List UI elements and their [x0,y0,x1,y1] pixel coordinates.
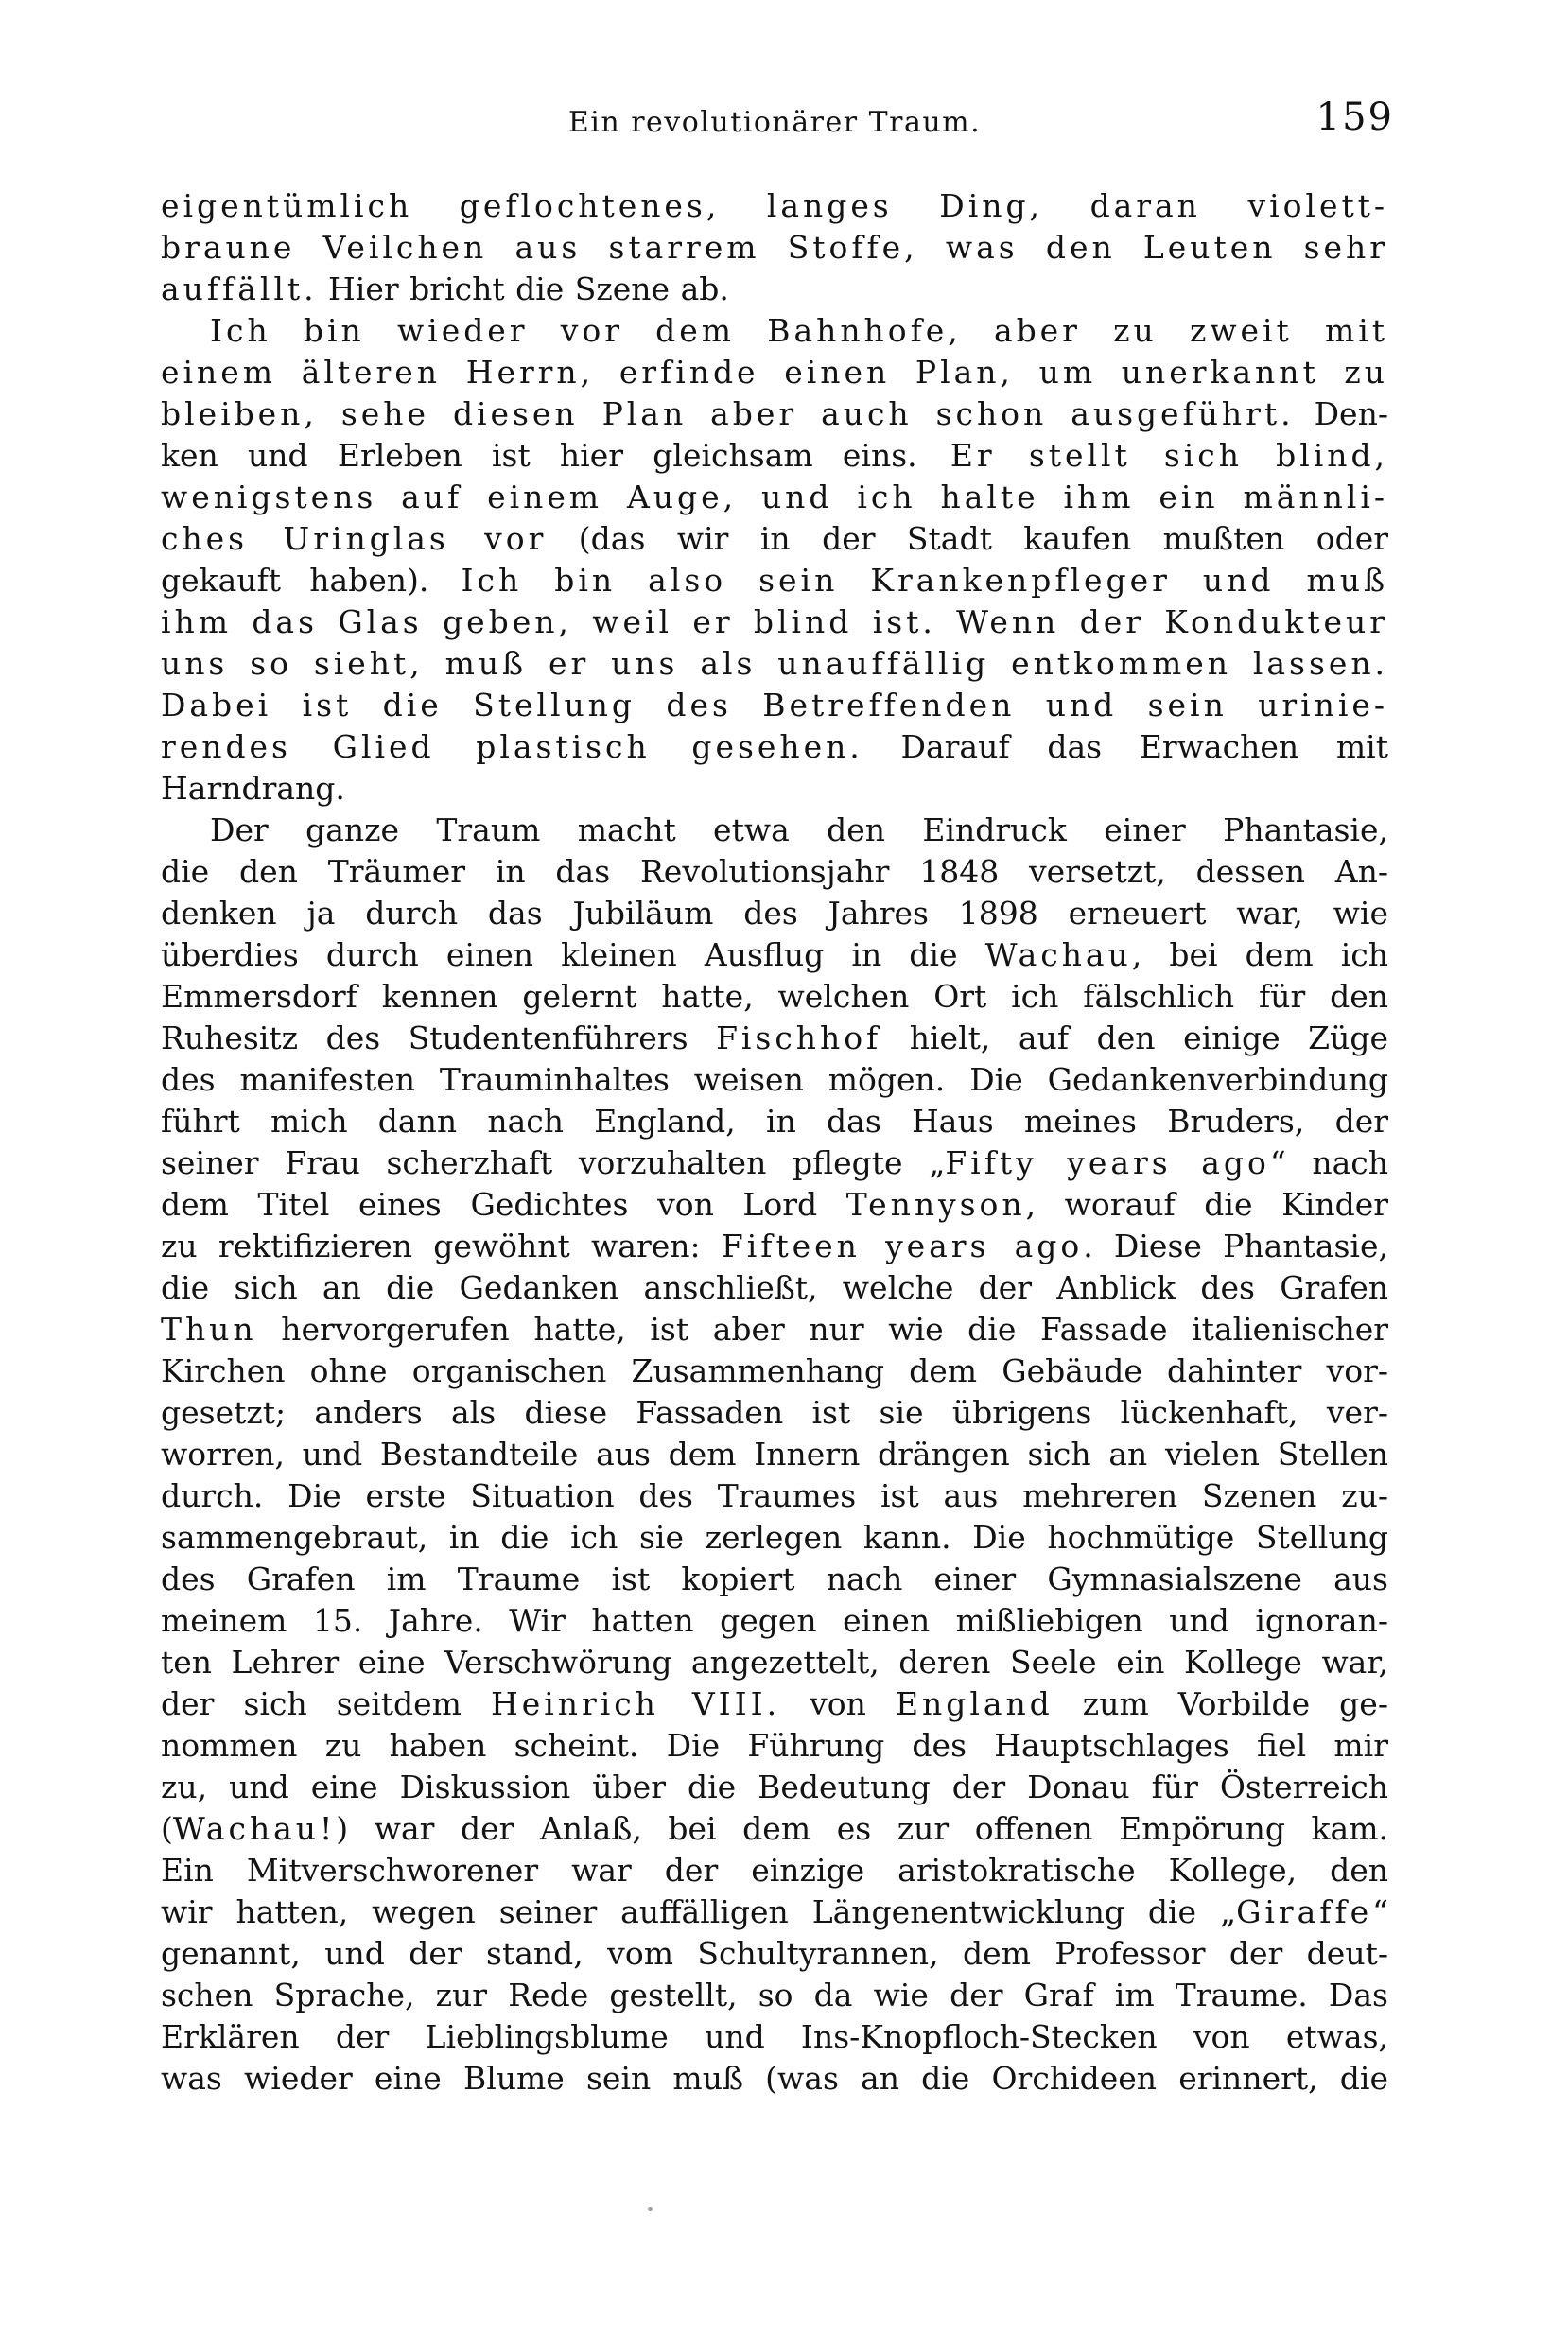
text-line [161,1891,1388,1933]
text-line [161,768,1388,810]
text-line [161,1642,1388,1683]
text-line [161,1434,1388,1475]
text-line [161,393,1388,435]
spaced-text-segment: Fifty years ago [945,1144,1270,1181]
spaced-text-segment: Thun [161,1311,257,1348]
text-line [161,518,1388,560]
text-segment: genannt, und der stand, vom Schultyrannen, dem Professor der deut- [161,1935,1388,1972]
text-segment: von [780,1685,896,1722]
text-segment: hervorgerufen hatte, ist aber nur wie die Fassade italienischer [256,1311,1388,1348]
text-line [161,352,1388,393]
running-header [161,96,1394,149]
text-line [161,1559,1388,1600]
spaced-text-segment: Giraffe [1236,1893,1373,1930]
text-segment: durch. Die erste Situation des Traumes ist aus mehreren Szenen zu- [161,1477,1388,1514]
text-line [161,1101,1388,1142]
text-segment: sammengebraut, in die ich sie zerlegen kann. Die hochmütige Stellung [161,1519,1388,1556]
text-line [161,185,1388,227]
text-line [161,227,1388,269]
text-line [161,643,1388,685]
text-segment: (das wir in der Stadt kaufen mußten oder [547,520,1388,557]
text-segment: des Grafen im Traume ist kopiert nach einer Gymnasialszene aus [161,1560,1388,1597]
text-line [161,1850,1388,1891]
text-segment: der sich seitdem [161,1685,492,1722]
text-segment: schen Sprache, zur Rede gestellt, so da wie der Graf im Traume. Das [161,1977,1388,2013]
text-segment: Hier bricht die Szene ab. [317,270,729,307]
text-segment: dem Titel eines Gedichtes von Lord [161,1186,846,1223]
text-line [161,1018,1388,1059]
text-line [161,560,1388,601]
text-line [161,1475,1388,1517]
spaced-text-segment: ihm das Glas geben, weil er blind ist. Wenn der Kondukteur [161,603,1388,640]
spaced-text-segment: uns so sieht, muß er uns als unauffällig entkommen lassen. [161,645,1388,682]
text-line [161,726,1388,768]
text-line [161,1975,1388,2016]
text-segment: meinem 15. Jahre. Wir hatten gegen einen mißliebigen und ignoran- [161,1602,1388,1639]
text-segment: denken ja durch das Jubiläum des Jahres 1898 erneuert war, wie [161,895,1388,932]
text-line [161,1267,1388,1309]
text-segment: seiner Frau scherzhaft vorzuhalten pflegte „ [161,1144,946,1181]
spaced-text-segment: Dabei ist die Stellung des Betreffenden und sein urinie- [161,687,1388,723]
text-segment: die sich an die Gedanken anschließt, welche der Anblick des Grafen [161,1269,1388,1306]
text-line [161,976,1388,1018]
spaced-text-segment: Ich bin wieder vor dem Bahnhofe, aber zu zweit mit [210,312,1388,349]
spaced-text-segment: bleiben, sehe diesen Plan aber auch schon ausgeführt. [161,395,1295,432]
text-line [161,2016,1388,2058]
text-segment: Kirchen ohne organischen Zusammenhang dem Gebäude dahinter vor- [161,1352,1388,1389]
spaced-text-segment: eigentümlich geflochtenes, langes Ding, daran violett- [161,187,1388,224]
text-segment: Emmersdorf kennen gelernt hatte, welchen Ort ich fälschlich für den [161,978,1388,1015]
running-header-title: Ein revolutionärer Traum. [567,106,982,139]
text-segment: , worauf die Kinder [1025,1186,1388,1223]
text-line [161,1725,1388,1767]
text-line [161,1226,1388,1267]
text-line [161,310,1388,352]
text-line [161,934,1388,976]
spaced-text-segment: ches Uringlas vor [161,520,548,557]
text-line [161,269,1388,310]
text-line [161,1351,1388,1392]
text-segment: hielt, auf den einige Züge [881,1020,1388,1056]
text-line [161,851,1388,893]
spaced-text-segment: auffällt. [161,270,318,307]
text-line [161,1767,1388,1808]
text-segment: was wieder eine Blume sein muß (was an die Orchideen erinnert, die [161,2060,1388,2097]
text-segment: Den- [1294,395,1388,432]
text-line [161,1142,1388,1184]
text-segment: . Diese Phantasie, [1083,1228,1388,1264]
spaced-text-segment: einem älteren Herrn, erfinde einen Plan, um unerkannt zu [161,354,1388,391]
spaced-text-segment: rendes Glied plastisch gesehen. [161,728,863,765]
text-segment: ( [161,1810,173,1847]
text-line [161,1517,1388,1559]
text-line [161,685,1388,726]
text-block [161,185,1388,2100]
text-segment: ) war der Anlaß, bei dem es zur offenen Empörung kam. [336,1810,1388,1847]
text-segment: zu rektifizieren gewöhnt waren: [161,1228,722,1264]
text-line [161,2058,1388,2100]
text-segment: ten Lehrer eine Verschwörung angezettelt, deren Seele ein Kollege war, [161,1644,1388,1681]
text-line [161,1392,1388,1434]
text-line [161,1309,1388,1351]
text-segment: gekauft haben). [161,562,429,599]
text-line [161,1808,1388,1850]
text-segment: , bei dem ich [1131,936,1388,973]
text-line [161,1184,1388,1226]
text-segment: überdies durch einen kleinen Ausflug in die [161,936,985,973]
spaced-text-segment: England [895,1685,1054,1722]
spaced-text-segment: Wachau! [172,1810,337,1847]
text-line [161,1933,1388,1975]
spaced-text-segment: Heinrich VIII. [491,1685,781,1722]
text-segment: Erklären der Lieblingsblume und Ins-Knopfloch-Stecken von etwas, [161,2018,1388,2055]
spaced-text-segment: Wachau [984,936,1132,973]
text-segment: nommen zu haben scheint. Die Führung des Hauptschlages fiel mir [161,1727,1388,1764]
page-number: 159 [1315,96,1394,139]
text-line [161,1683,1388,1725]
text-segment: wir hatten, wegen seiner auffälligen Längenentwicklung die „ [161,1893,1237,1930]
text-line [161,893,1388,934]
spaced-text-segment: Er stellt sich blind, [916,437,1388,474]
spaced-text-segment: wenigstens auf einem Auge, und ich halte ihm ein männli- [161,479,1388,515]
text-segment: die den Träumer in das Revolutionsjahr 1848 versetzt, dessen An- [161,853,1388,890]
text-segment: zu, und eine Diskussion über die Bedeutung der Donau für Österreich [161,1769,1388,1805]
text-line [161,477,1388,518]
text-segment: zum Vorbilde ge- [1053,1685,1388,1722]
text-segment: gesetzt; anders als diese Fassaden ist sie übrigens lückenhaft, ver- [161,1394,1388,1431]
text-line [161,810,1388,851]
spaced-text-segment: Tennyson [845,1186,1026,1223]
text-segment: “ nach [1269,1144,1388,1181]
text-line [161,1059,1388,1101]
text-segment: ken und Erleben ist hier gleichsam eins. [161,437,917,474]
text-segment: “ [1372,1893,1388,1930]
spaced-text-segment: braune Veilchen aus starrem Stoffe, was den Leuten sehr [161,229,1388,266]
text-line [161,435,1388,477]
spaced-text-segment: Fifteen years ago [721,1228,1084,1264]
text-segment: Der ganze Traum macht etwa den Eindruck einer Phantasie, [210,811,1388,848]
text-segment: führt mich dann nach England, in das Haus meines Bruders, der [161,1103,1388,1140]
text-segment: Ruhesitz des Studentenführers [161,1020,717,1056]
text-segment: Ein Mitverschworener war der einzige aristokratische Kollege, den [161,1852,1388,1889]
text-segment: worren, und Bestandteile aus dem Innern drängen sich an vielen Stellen [161,1436,1388,1473]
scan-speck [648,2207,653,2211]
text-line [161,1600,1388,1642]
text-segment: des manifesten Trauminhaltes weisen mögen. Die Gedankenverbindung [161,1061,1388,1098]
text-segment: Darauf das Erwachen mit [862,728,1388,765]
spaced-text-segment: Fischhof [716,1020,882,1056]
spaced-text-segment: Ich bin also sein Krankenpfleger und muß [428,562,1388,599]
text-line [161,601,1388,643]
text-segment: Harndrang. [161,770,345,807]
